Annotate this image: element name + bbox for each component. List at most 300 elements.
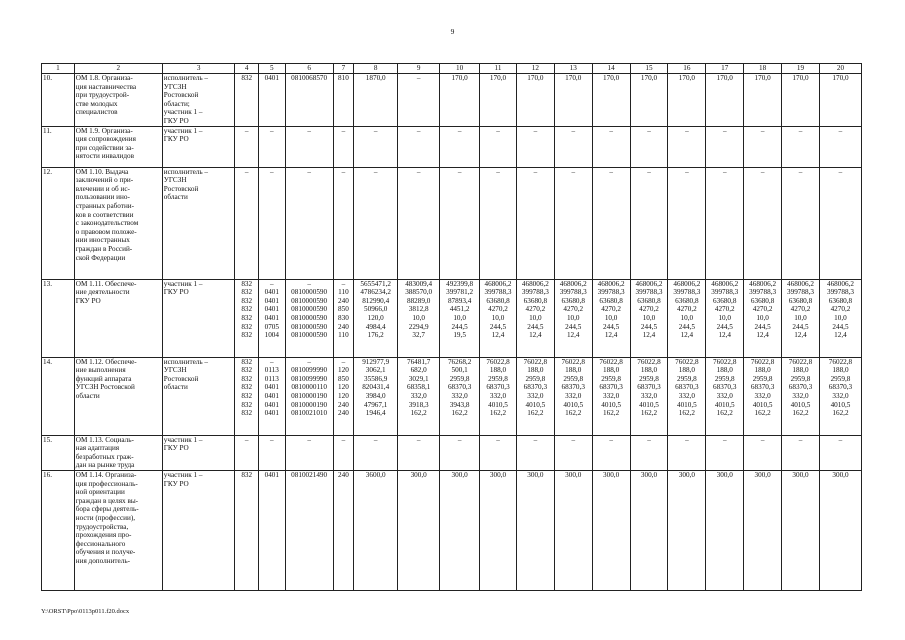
- cell-line: 0705: [264, 322, 279, 331]
- cell-line: –: [341, 357, 346, 366]
- cell-line: 244,5: [792, 322, 809, 331]
- cell-line: 832: [241, 331, 253, 340]
- cell-line: 468006,2: [711, 279, 739, 288]
- cell-line: 68370,3: [599, 383, 623, 392]
- cell-line: 0113: [264, 366, 279, 375]
- header-cell: 13: [554, 64, 592, 74]
- cell-line: 3600,0: [365, 470, 386, 479]
- cell-line: 2294,9: [408, 322, 429, 331]
- cell-line: –: [533, 126, 538, 135]
- code-rzpr-cell: [258, 126, 285, 167]
- cell-line: 4786234,2: [360, 288, 391, 297]
- cell-line: 63680,8: [486, 296, 510, 305]
- cell-line: –: [457, 435, 462, 444]
- cell-line: 4270,2: [525, 305, 546, 314]
- cell-line: обучения и получе-: [75, 548, 136, 557]
- cell-line: –: [760, 167, 765, 176]
- cell-line: пользовании ино-: [75, 193, 130, 202]
- page-number: 9: [450, 27, 455, 36]
- row-number-cell: [42, 279, 75, 357]
- cell-line: УГСЗН: [163, 366, 187, 375]
- cell-line: –: [244, 435, 249, 444]
- cell-line: –: [269, 126, 274, 135]
- value-col-11-cell: [480, 74, 517, 127]
- cell-line: 170,0: [678, 74, 695, 82]
- code-vr-cell: [333, 470, 353, 590]
- cell-line: ГКУ РО: [163, 479, 189, 488]
- cell-line: –: [307, 435, 311, 444]
- row-number-cell: [42, 167, 75, 279]
- cell-line: 76022,8: [828, 357, 853, 366]
- cell-line: –: [798, 435, 803, 444]
- cell-line: 162,2: [716, 409, 733, 418]
- cell-line: ГКУ РО: [163, 135, 189, 144]
- cell-line: прохождения про-: [75, 531, 132, 540]
- cell-line: 300,0: [678, 470, 695, 479]
- row-number-cell: [42, 435, 75, 470]
- cell-line: 0810099990: [291, 366, 328, 375]
- cell-line: участник 1 –: [163, 435, 203, 444]
- cell-line: 120: [338, 391, 349, 400]
- cell-line: ОМ 1.12. Обеспече-: [75, 357, 137, 366]
- cell-line: 483009,4: [405, 279, 433, 288]
- value-col-8-cell: [354, 126, 398, 167]
- cell-line: 4010,5: [563, 400, 584, 409]
- cell-line: 820431,4: [362, 383, 390, 392]
- value-col-10-cell: [440, 126, 480, 167]
- cell-line: 832: [241, 357, 253, 366]
- cell-line: участник 1 –: [163, 126, 203, 135]
- value-col-14-cell: [592, 74, 630, 127]
- cell-line: 10,0: [642, 313, 656, 322]
- cell-line: 468006,2: [749, 279, 777, 288]
- code-csr-cell: [285, 279, 333, 357]
- cell-line: 13.: [43, 279, 52, 288]
- cell-line: 3918,3: [408, 400, 429, 409]
- cell-line: 300,0: [565, 470, 582, 479]
- value-col-9-cell: [398, 167, 440, 279]
- value-col-14-cell: [592, 357, 630, 435]
- cell-line: 10,0: [491, 313, 505, 322]
- cell-line: 68370,3: [486, 383, 510, 392]
- cell-line: 76481,7: [406, 357, 431, 366]
- cell-line: –: [496, 167, 500, 176]
- cell-line: 50966,0: [364, 305, 388, 314]
- cell-line: 832: [241, 279, 253, 288]
- code-grbs-cell: [235, 74, 259, 127]
- value-col-20-cell: [819, 167, 861, 279]
- cell-line: 0401: [264, 383, 279, 392]
- cell-line: при содействии за-: [75, 143, 134, 152]
- cell-line: –: [609, 126, 613, 135]
- cell-line: 162,2: [451, 409, 468, 418]
- cell-line: 2959,8: [676, 374, 697, 383]
- cell-line: области: [163, 193, 188, 202]
- cell-line: 500,1: [451, 366, 468, 375]
- value-col-8-cell: [354, 435, 398, 470]
- code-csr-cell: [285, 167, 333, 279]
- cell-line: –: [722, 126, 727, 135]
- cell-line: 0401: [264, 296, 279, 305]
- cell-line: 68370,3: [523, 383, 548, 392]
- value-col-17-cell: [706, 167, 744, 279]
- cell-line: –: [533, 167, 538, 176]
- cell-line: 832: [241, 366, 253, 375]
- cell-line: 0810021010: [291, 409, 328, 418]
- cell-line: 240: [338, 296, 349, 305]
- cell-line: 10.: [43, 74, 52, 82]
- cell-line: 468006,2: [521, 279, 549, 288]
- value-col-12-cell: [516, 470, 554, 590]
- value-col-15-cell: [630, 74, 668, 127]
- header-cell: 4: [235, 64, 259, 74]
- value-col-11-cell: [480, 167, 517, 279]
- value-col-16-cell: [668, 470, 706, 590]
- cell-line: 68370,3: [828, 383, 853, 392]
- cell-line: 76022,8: [713, 357, 737, 366]
- cell-line: –: [571, 435, 576, 444]
- cell-line: 0810000590: [291, 296, 328, 305]
- value-col-16-cell: [668, 435, 706, 470]
- cell-line: 244,5: [640, 322, 658, 331]
- cell-line: –: [533, 435, 538, 444]
- cell-line: ция сопровождения: [75, 135, 136, 144]
- cell-line: –: [647, 167, 651, 176]
- cell-line: 68370,3: [750, 383, 775, 392]
- cell-line: 300,0: [451, 470, 468, 479]
- cell-line: 4010,5: [790, 400, 811, 409]
- cell-line: 300,0: [410, 470, 427, 479]
- table-row: [42, 126, 862, 167]
- table-row: [42, 357, 862, 435]
- cell-line: 63680,8: [675, 296, 699, 305]
- cell-line: 76022,8: [486, 357, 510, 366]
- cell-line: 244,5: [451, 322, 468, 331]
- value-col-14-cell: [592, 167, 630, 279]
- cell-line: 4270,2: [676, 305, 697, 314]
- cell-line: 188,0: [792, 366, 809, 375]
- cell-line: 830: [338, 313, 349, 322]
- header-cell: 8: [354, 64, 398, 74]
- value-col-16-cell: [668, 357, 706, 435]
- cell-line: 912977,9: [362, 357, 390, 366]
- cell-line: 832: [241, 374, 253, 383]
- cell-line: 1870,0: [365, 74, 386, 82]
- cell-line: –: [244, 167, 249, 176]
- value-col-11-cell: [480, 357, 517, 435]
- cell-line: –: [760, 126, 765, 135]
- header-cell: 20: [819, 64, 861, 74]
- cell-line: 399788,3: [635, 288, 663, 297]
- cell-line: 468006,2: [826, 279, 854, 288]
- cell-line: –: [341, 126, 346, 135]
- measure-name-cell: [74, 357, 162, 435]
- cell-line: 12,4: [794, 331, 807, 340]
- value-col-14-cell: [592, 279, 630, 357]
- cell-line: 170,0: [754, 74, 771, 82]
- value-col-16-cell: [668, 279, 706, 357]
- cell-line: 240: [338, 409, 349, 418]
- value-col-19-cell: [782, 357, 820, 435]
- cell-line: 300,0: [603, 470, 620, 479]
- cell-line: 2959,8: [714, 374, 735, 383]
- cell-line: 332,0: [410, 391, 427, 400]
- cell-line: заключений о при-: [75, 176, 134, 185]
- cell-line: 332,0: [678, 391, 695, 400]
- value-col-19-cell: [782, 74, 820, 127]
- cell-line: 170,0: [832, 74, 849, 82]
- cell-line: 3062,1: [365, 366, 386, 375]
- cell-line: 63680,8: [713, 296, 737, 305]
- cell-line: 399788,3: [559, 288, 587, 297]
- cell-line: 10,0: [834, 313, 847, 322]
- code-grbs-cell: [235, 470, 259, 590]
- code-rzpr-cell: [258, 357, 285, 435]
- cell-line: –: [838, 126, 843, 135]
- code-vr-cell: [333, 167, 353, 279]
- cell-line: –: [341, 279, 346, 288]
- cell-line: 399788,3: [711, 288, 739, 297]
- cell-line: 76022,8: [675, 357, 699, 366]
- cell-line: 0401: [264, 409, 279, 418]
- cell-line: 300,0: [792, 470, 809, 479]
- cell-line: 10,0: [453, 313, 466, 322]
- value-col-10-cell: [440, 470, 480, 590]
- cell-line: 170,0: [489, 74, 507, 82]
- value-col-15-cell: [630, 357, 668, 435]
- cell-line: фессионального: [75, 539, 126, 548]
- cell-line: 10,0: [604, 313, 618, 322]
- code-csr-cell: [285, 74, 333, 127]
- cell-line: 0401: [264, 391, 279, 400]
- cell-line: ОМ 1.11. Обеспече-: [75, 279, 137, 288]
- cell-line: 0401: [264, 288, 279, 297]
- cell-line: –: [373, 435, 378, 444]
- cell-line: 162,2: [832, 409, 849, 418]
- cell-line: 162,2: [565, 409, 582, 418]
- cell-line: 12,4: [566, 331, 580, 340]
- cell-line: 110: [338, 288, 349, 297]
- cell-line: 832: [241, 296, 253, 305]
- header-cell: 10: [440, 64, 480, 74]
- measure-name-cell: [74, 470, 162, 590]
- cell-line: 76022,8: [599, 357, 623, 366]
- cell-line: 170,0: [565, 74, 582, 82]
- value-col-9-cell: [398, 357, 440, 435]
- value-col-20-cell: [819, 470, 861, 590]
- cell-line: 3984,0: [365, 391, 386, 400]
- cell-line: 188,0: [603, 366, 620, 375]
- cell-line: участник 1 –: [163, 108, 203, 117]
- cell-line: 35586,9: [364, 374, 388, 383]
- cell-line: –: [307, 279, 311, 288]
- executor-cell: [162, 470, 235, 590]
- cell-line: –: [838, 167, 843, 176]
- cell-line: нятости инвалидов: [75, 152, 135, 161]
- cell-line: 2959,8: [449, 374, 470, 383]
- value-col-12-cell: [516, 126, 554, 167]
- value-col-18-cell: [744, 74, 782, 127]
- cell-line: 832: [241, 288, 253, 297]
- value-col-13-cell: [554, 279, 592, 357]
- value-col-14-cell: [592, 435, 630, 470]
- cell-line: 832: [241, 470, 253, 479]
- cell-line: 0401: [264, 74, 279, 82]
- cell-line: 188,0: [716, 366, 733, 375]
- value-col-18-cell: [744, 126, 782, 167]
- code-rzpr-cell: [258, 435, 285, 470]
- cell-line: участник 1 –: [163, 470, 203, 479]
- cell-line: 468006,2: [673, 279, 701, 288]
- cell-line: 832: [241, 322, 253, 331]
- cell-line: нии иностранных: [75, 236, 130, 245]
- cell-line: ности (профессии),: [75, 513, 136, 522]
- cell-line: о правовом положе-: [75, 227, 137, 236]
- code-csr-cell: [285, 126, 333, 167]
- cell-line: 170,0: [527, 74, 544, 82]
- cell-line: 3812,8: [408, 305, 429, 314]
- cell-line: 2959,8: [601, 374, 621, 383]
- cell-line: 4270,2: [714, 305, 735, 314]
- executor-cell: [162, 167, 235, 279]
- header-cell: 16: [668, 64, 706, 74]
- value-col-14-cell: [592, 470, 630, 590]
- value-col-17-cell: [706, 74, 744, 127]
- cell-line: 244,5: [565, 322, 582, 331]
- value-col-13-cell: [554, 74, 592, 127]
- cell-line: 87893,4: [447, 296, 472, 305]
- cell-line: 68370,3: [447, 383, 472, 392]
- value-col-8-cell: [354, 279, 398, 357]
- code-grbs-cell: [235, 167, 259, 279]
- value-col-16-cell: [668, 167, 706, 279]
- cell-line: 388570,0: [405, 288, 433, 297]
- value-col-11-cell: [480, 435, 517, 470]
- cell-line: 19,5: [453, 331, 466, 340]
- value-col-12-cell: [516, 357, 554, 435]
- cell-line: 162,2: [603, 409, 620, 418]
- cell-line: 120,0: [367, 313, 384, 322]
- cell-line: трудоустройства,: [75, 522, 129, 531]
- cell-line: 12.: [43, 167, 52, 176]
- cell-line: 170,0: [716, 74, 733, 82]
- cell-line: 170,0: [603, 74, 620, 82]
- cell-line: участник 1 –: [163, 279, 203, 288]
- value-col-12-cell: [516, 167, 554, 279]
- cell-line: 244,5: [489, 322, 507, 331]
- cell-line: 832: [241, 409, 253, 418]
- cell-line: 332,0: [640, 391, 658, 400]
- cell-line: 162,2: [678, 409, 695, 418]
- cell-line: исполнитель –: [163, 74, 209, 82]
- cell-line: ная адаптация: [75, 444, 120, 453]
- cell-line: 68358,1: [406, 383, 431, 392]
- cell-line: –: [685, 167, 689, 176]
- header-cell: 15: [630, 64, 668, 74]
- table-row: [42, 279, 862, 357]
- cell-line: с законодательством: [75, 219, 139, 228]
- cell-line: 2959,8: [525, 374, 546, 383]
- cell-line: 68370,3: [675, 383, 699, 392]
- cell-line: ОМ 1.9. Организа-: [75, 126, 133, 135]
- cell-line: 4270,2: [752, 305, 773, 314]
- cell-line: 300,0: [754, 470, 771, 479]
- cell-line: –: [269, 435, 274, 444]
- code-csr-cell: [285, 435, 333, 470]
- executor-cell: [162, 435, 235, 470]
- cell-line: 812990,4: [362, 296, 390, 305]
- cell-line: 0810000590: [291, 305, 328, 314]
- executor-cell: [162, 74, 235, 127]
- code-vr-cell: [333, 435, 353, 470]
- value-col-13-cell: [554, 435, 592, 470]
- cell-line: 4010,5: [830, 400, 851, 409]
- cell-line: –: [571, 126, 576, 135]
- budget-table: [41, 63, 862, 591]
- cell-line: 162,2: [489, 409, 507, 418]
- cell-line: –: [685, 435, 689, 444]
- cell-line: 832: [241, 313, 253, 322]
- cell-line: 4984,4: [365, 322, 386, 331]
- cell-line: 2959,8: [830, 374, 851, 383]
- cell-line: граждан в целях вы-: [75, 496, 139, 505]
- code-grbs-cell: [235, 357, 259, 435]
- cell-line: 4270,2: [639, 305, 659, 314]
- cell-line: 76022,8: [523, 357, 548, 366]
- cell-line: УГСЗН: [163, 176, 187, 185]
- cell-line: 76022,8: [750, 357, 775, 366]
- value-col-10-cell: [440, 435, 480, 470]
- cell-line: 2959,8: [563, 374, 584, 383]
- cell-line: 332,0: [754, 391, 771, 400]
- cell-line: Ростовской: [163, 184, 199, 193]
- cell-line: 399788,3: [787, 288, 814, 297]
- cell-line: ОМ 1.14. Организа-: [75, 470, 137, 479]
- cell-line: 10,0: [680, 313, 694, 322]
- cell-line: 810: [338, 74, 349, 82]
- value-col-16-cell: [668, 74, 706, 127]
- cell-line: 399788,3: [484, 288, 512, 297]
- cell-line: 12,4: [680, 331, 694, 340]
- cell-line: –: [457, 167, 462, 176]
- value-col-17-cell: [706, 470, 744, 590]
- cell-line: 3029,1: [408, 374, 429, 383]
- row-number-cell: [42, 470, 75, 590]
- cell-line: 10,0: [794, 313, 807, 322]
- cell-line: 240: [338, 400, 349, 409]
- code-csr-cell: [285, 357, 333, 435]
- cell-line: 244,5: [527, 322, 544, 331]
- value-col-10-cell: [440, 357, 480, 435]
- value-col-15-cell: [630, 167, 668, 279]
- cell-line: –: [760, 435, 765, 444]
- cell-line: 0401: [264, 305, 279, 314]
- value-col-17-cell: [706, 126, 744, 167]
- cell-line: 240: [338, 322, 349, 331]
- cell-line: 10,0: [412, 313, 425, 322]
- cell-line: –: [341, 435, 346, 444]
- measure-name-cell: [74, 279, 162, 357]
- cell-line: 188,0: [754, 366, 771, 375]
- cell-line: специалистов: [75, 108, 118, 117]
- cell-line: при трудоустрой-: [75, 91, 130, 100]
- cell-line: 1004: [264, 331, 279, 340]
- cell-line: 332,0: [489, 391, 507, 400]
- header-cell: 17: [706, 64, 744, 74]
- cell-line: УГСЗН: [163, 82, 187, 91]
- cell-line: области: [163, 383, 188, 392]
- cell-line: странных работни-: [75, 201, 135, 210]
